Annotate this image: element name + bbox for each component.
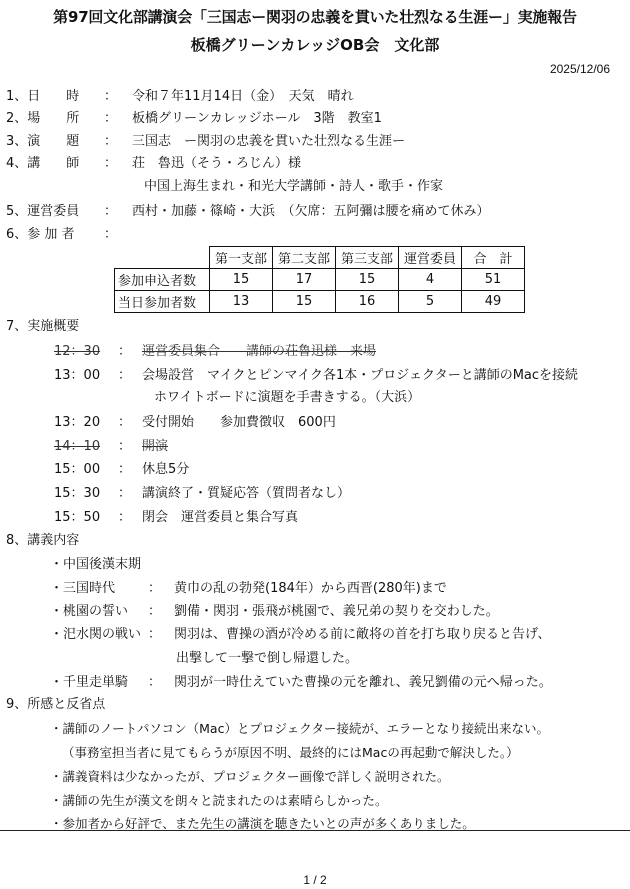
item-label: 3、演 題: [6, 134, 80, 149]
schedule-time: 12：30: [54, 344, 101, 359]
schedule-desc: 休息5分: [142, 462, 190, 477]
schedule-row: [6, 414, 626, 432]
lecture-term: ・中国後漢末期: [50, 557, 142, 572]
schedule-desc: ホワイトボードに演題を手書きする。（大浜）: [154, 390, 421, 405]
item-separator: ：: [104, 156, 118, 171]
table-header-cell: 運営委員: [399, 247, 462, 269]
lecture-entry: [50, 674, 620, 692]
item-value: 中国上海生まれ・和光大学講師・詩人・歌手・作家: [144, 179, 444, 194]
table-cell: 49: [462, 291, 525, 313]
schedule-separator: ：: [118, 486, 132, 501]
schedule-desc: 運営委員集合 講師の荘魯迅様 来場: [142, 344, 377, 359]
schedule-desc: 講演終了・質疑応答（質問者なし）: [142, 486, 351, 501]
schedule-separator: ：: [118, 368, 132, 383]
report-date: 2025/12/06: [549, 62, 610, 76]
schedule-time: 13：20: [54, 415, 101, 430]
table-cell: 51: [462, 269, 525, 291]
lecture-desc: 出撃して一撃で倒し帰還した。: [176, 651, 359, 666]
lecture-term: ・桃園の誓い: [50, 604, 129, 619]
item-value: 西村・加藤・篠崎・大浜 （欠席：五阿彌は腰を痛めて休み）: [132, 204, 490, 219]
table-cell: 16: [336, 291, 399, 313]
item-value: 板橋グリーンカレッジホール 3階 教室1: [132, 111, 382, 126]
remark-line: ・参加者から好評で、また先生の講演を聴きたいとの声が多くありました。: [50, 816, 475, 831]
lecture-desc: 劉備・関羽・張飛が桃園で、義兄弟の契りを交わした。: [174, 604, 499, 619]
lecture-separator: ：: [148, 604, 162, 619]
table-cell: 5: [399, 291, 462, 313]
schedule-time: 15：50: [54, 510, 101, 525]
schedule-time: 13：00: [54, 368, 101, 383]
schedule-row: [6, 389, 626, 407]
item-label: 2、場 所: [6, 111, 80, 126]
item-label: 4、講 師: [6, 156, 80, 171]
table-cell: 13: [210, 291, 273, 313]
table-cell: 15: [210, 269, 273, 291]
lecture-separator: ：: [148, 675, 162, 690]
lecture-term: ・千里走単騎: [50, 675, 129, 690]
item-separator: ：: [104, 227, 118, 242]
report-title: 第97回文化部講演会「三国志ー関羽の忠義を貫いた壮烈なる生涯ー」実施報告: [53, 8, 577, 26]
lecture-entry: [50, 650, 620, 668]
lecture-separator: ：: [148, 581, 162, 596]
table-header-cell: [115, 247, 210, 269]
schedule-row: [6, 485, 626, 503]
table-cell: 17: [273, 269, 336, 291]
table-header-cell: 合 計: [462, 247, 525, 269]
participants-table: [114, 246, 525, 313]
lecture-desc: 関羽は、曹操の酒が冷める前に敵将の首を打ち取り戻ると告げ、: [174, 627, 551, 642]
schedule-desc: 会場設営 マイクとピンマイク各1本・プロジェクターと講師のMacを接続: [142, 368, 579, 383]
schedule-desc: 閉会 運営委員と集合写真: [142, 510, 299, 525]
schedule-row: [6, 461, 626, 479]
lecture-entry: [50, 626, 620, 644]
remark-line: ・講師の先生が漢文を朗々と読まれたのは素晴らしかった。: [50, 793, 388, 808]
item-value: 三国志 ー関羽の忠義を貫いた壮烈なる生涯ー: [132, 134, 406, 149]
item-separator: ：: [104, 204, 118, 219]
table-header-cell: 第三支部: [336, 247, 399, 269]
remark-line: ・講義資料は少なかったが、プロジェクター画像で詳しく説明された。: [50, 769, 450, 784]
divider: [0, 830, 630, 831]
lecture-entry: [50, 580, 620, 598]
schedule-separator: ：: [118, 462, 132, 477]
table-row: [115, 291, 525, 313]
lecture-term: ・汜水関の戦い: [50, 627, 142, 642]
schedule-separator: ：: [118, 439, 132, 454]
schedule-row: [6, 343, 626, 361]
schedule-time: 15：00: [54, 462, 101, 477]
item-separator: ：: [104, 89, 118, 104]
schedule-separator: ：: [118, 510, 132, 525]
table-cell: 15: [336, 269, 399, 291]
section-heading: 8、講義内容: [6, 533, 80, 548]
schedule-desc: 受付開始 参加費徴収 600円: [142, 415, 336, 430]
schedule-row: [6, 438, 626, 456]
lecture-separator: ：: [148, 627, 162, 642]
item-value: 令和７年11月14日（金） 天気 晴れ: [132, 89, 354, 104]
lecture-entry: [50, 556, 141, 574]
table-row: [115, 269, 525, 291]
schedule-separator: ：: [118, 344, 132, 359]
item-separator: ：: [104, 111, 118, 126]
remark-line: ・講師のノートパソコン（Mac）とプロジェクター接続が、エラーとなり接続出来ない。: [50, 721, 549, 736]
table-row-label: 当日参加者数: [115, 291, 210, 313]
lecture-entry: [50, 603, 620, 621]
section-heading: 7、実施概要: [6, 319, 80, 334]
lecture-desc: 黄巾の乱の勃発(184年）から西晋(280年)まで: [174, 581, 447, 596]
schedule-desc: 開演: [142, 439, 169, 454]
schedule-row: [6, 367, 626, 385]
item-label: 5、運営委員: [6, 204, 80, 219]
page-number: 1 / 2: [303, 873, 327, 887]
item-value: 荘 魯迅（そう・ろじん）様: [132, 156, 302, 171]
organization-name: 板橋グリーンカレッジOB会 文化部: [190, 36, 440, 54]
schedule-time: 14：10: [54, 439, 101, 454]
item-label: 6、参 加 者: [6, 227, 75, 242]
table-cell: 4: [399, 269, 462, 291]
schedule-time: 15：30: [54, 486, 101, 501]
lecture-desc: 関羽が一時仕えていた曹操の元を離れ、義兄劉備の元へ帰った。: [174, 675, 552, 690]
table-header-row: [115, 247, 525, 269]
table-header-cell: 第一支部: [210, 247, 273, 269]
lecture-term: ・三国時代: [50, 581, 116, 596]
item-separator: ：: [104, 134, 118, 149]
section-heading: 9、所感と反省点: [6, 697, 106, 712]
remark-line: （事務室担当者に見てもらうが原因不明、最終的にはMacの再起動で解決した。）: [62, 745, 519, 760]
table-cell: 15: [273, 291, 336, 313]
schedule-separator: ：: [118, 415, 132, 430]
table-row-label: 参加申込者数: [115, 269, 210, 291]
item-label: 1、日 時: [6, 89, 80, 104]
table-header-cell: 第二支部: [273, 247, 336, 269]
schedule-row: [6, 509, 626, 527]
